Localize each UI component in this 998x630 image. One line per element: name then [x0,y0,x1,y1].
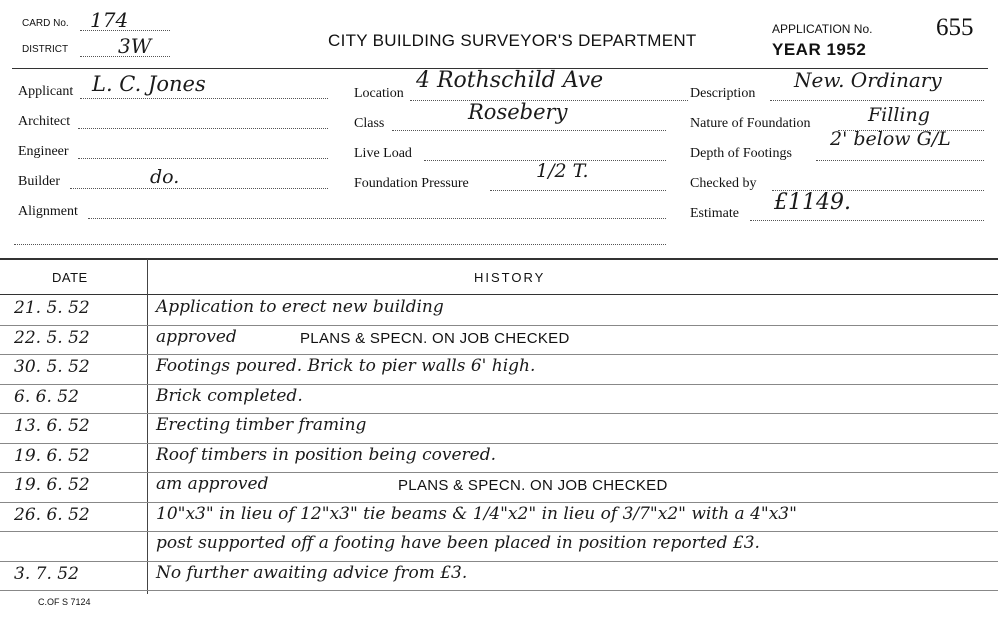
extra-line [14,244,666,245]
date-header: DATE [52,270,88,285]
history-date: 30. 5. 52 [14,357,90,377]
card-no-label: CARD No. [22,18,69,29]
form-code: C.OF S 7124 [38,597,91,607]
card-no-value: 174 [90,8,129,32]
class-label: Class [354,116,385,131]
alignment-label: Alignment [18,204,78,219]
history-entry: No further awaiting advice from £3. [156,562,468,583]
nature-of-foundation-value: Filling [868,104,930,126]
history-row-rule [0,413,998,414]
history-row-rule [0,502,998,503]
history-header: HISTORY [474,270,546,285]
history-date: 26. 6. 52 [14,504,90,525]
engineer-label: Engineer [18,144,69,159]
date-column-divider [147,259,148,594]
description-value: New. Ordinary [794,68,942,92]
builder-label: Builder [18,174,60,189]
history-date: 19. 6. 52 [14,445,90,466]
history-entry: Brick completed. [156,385,303,406]
history-row-rule [0,531,998,532]
history-entry: Application to erect new building [156,297,444,317]
history-stamp: PLANS & SPECN. ON JOB CHECKED [300,329,570,347]
history-row-rule [0,384,998,385]
application-no-value: 655 [936,14,974,41]
year-label: YEAR 1952 [772,40,867,59]
history-entry: Erecting timber framing [156,415,367,435]
history-row-rule [0,325,998,326]
district-value: 3W [118,34,152,58]
engineer-line [78,158,328,159]
nature-of-foundation-label: Nature of Foundation [690,116,811,131]
department-title: CITY BUILDING SURVEYOR'S DEPARTMENT [328,31,697,50]
class-value: Rosebery [468,100,568,124]
history-entry: Roof timbers in position being covered. [156,444,496,465]
estimate-value: £1149. [774,190,851,215]
location-label: Location [354,86,404,101]
architect-label: Architect [18,114,71,129]
description-label: Description [690,86,756,101]
live-load-label: Live Load [354,146,412,161]
table-header-rule [0,294,998,295]
estimate-line [750,220,984,221]
foundation-pressure-value: 1/2 T. [536,160,589,182]
district-label: DISTRICT [22,44,69,55]
history-entry: Footings poured. Brick to pier walls 6' high. [156,356,536,376]
history-row-rule [0,561,998,562]
history-entry: am approved [156,474,269,494]
applicant-label: Applicant [18,84,74,99]
history-entry: 10"x3" in lieu of 12"x3" tie beams & 1/4"x2" in lieu of 3/7"x2" with a 4"x3" [156,503,797,524]
history-date: 6. 6. 52 [14,386,79,407]
estimate-label: Estimate [690,206,739,221]
history-row-rule [0,443,998,444]
history-date: 19. 6. 52 [14,475,90,495]
depth-of-footings-line [816,160,984,161]
application-no-label: APPLICATION No. [772,22,873,36]
history-date: 3. 7. 52 [14,563,79,584]
architect-line [78,128,328,129]
location-value: 4 Rothschild Ave [416,68,604,93]
depth-of-footings-label: Depth of Footings [690,146,792,161]
history-row-rule [0,354,998,355]
foundation-pressure-label: Foundation Pressure [354,176,469,191]
alignment-line [88,218,666,219]
history-date: 22. 5. 52 [14,327,90,348]
history-entry: post supported off a footing have been placed in position reported £3. [156,533,760,553]
history-stamp: PLANS & SPECN. ON JOB CHECKED [398,477,668,494]
history-date: 13. 6. 52 [14,416,90,436]
history-row-rule [0,472,998,473]
history-date: 21. 5. 52 [14,298,90,318]
checked-by-label: Checked by [690,176,757,191]
foundation-pressure-line [490,190,666,191]
class-line [392,130,666,131]
depth-of-footings-value: 2' below G/L [830,128,951,150]
builder-value: do. [150,166,180,188]
applicant-value: L. C. Jones [92,72,206,96]
history-entry: approved [156,326,237,347]
table-top-rule [0,258,998,260]
description-line [770,100,984,101]
history-row-rule [0,590,998,591]
builder-line [70,188,328,189]
applicant-line [80,98,328,99]
